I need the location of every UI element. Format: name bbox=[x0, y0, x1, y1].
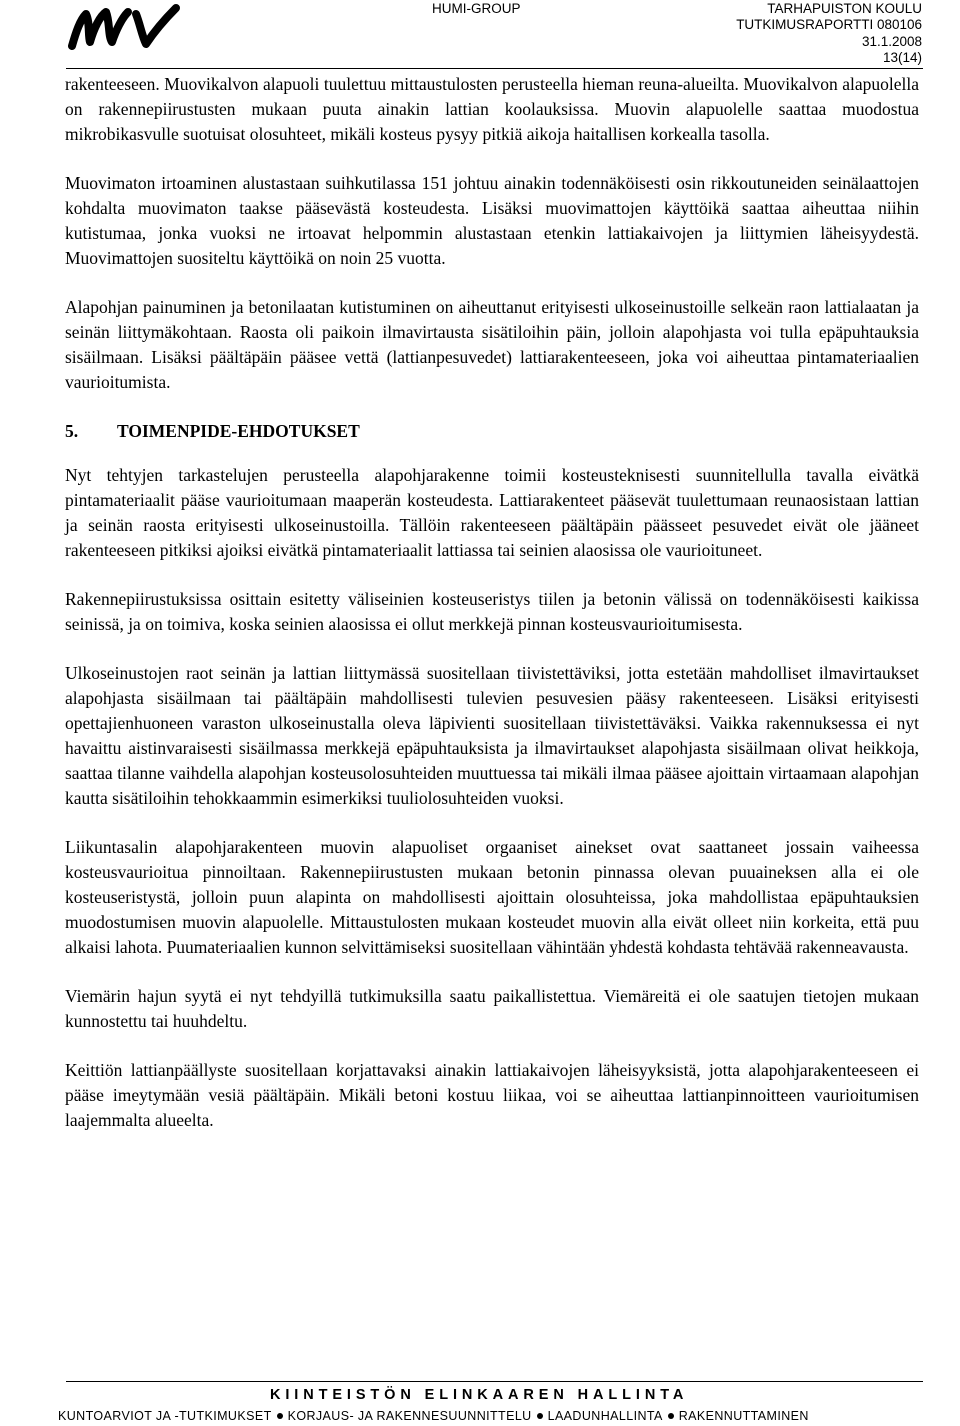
report-number: TUTKIMUSRAPORTTI 080106 bbox=[736, 17, 922, 33]
footer-service-item: RAKENNUTTAMINEN bbox=[678, 1409, 809, 1423]
bullet-separator bbox=[277, 1413, 283, 1419]
paragraph: Muovimaton irtoaminen alustastaan suihkutilassa 151 johtuu ainakin todennäköisesti osin rikkoutuneiden seinälaattojen kohdalta muovimaton taakse pääsevästä kosteudesta. Lisäksi muovimattojen käyttöikä saattaa aiheuttaa niihin kutistumaa, jonka vuoksi ne irtoavat helpommin alustastaan etenkin lattiakaivojen ja liittymien läheisyydestä. Muovimattojen suositeltu käyttöikä on noin 25 vuotta. bbox=[65, 173, 919, 268]
bullet-separator bbox=[537, 1413, 543, 1419]
paragraph: rakenteeseen. Muovikalvon alapuoli tuulettuu mittaustulosten perusteella hieman reuna-alueilta. Muovikalvon alapuolella on rakennepiirustusten mukaan puuta ainakin lattian koolauksissa. Muovin alapuolelle saattaa muodostua mikrobikasvulle suotuisat olosuhteet, mikäli kosteus pysyy pitkiä aikoja haitallisen korkealla tasolla. bbox=[65, 74, 919, 144]
footer-service-item: LAADUNHALLINTA bbox=[547, 1409, 663, 1423]
paragraph: Viemärin hajun syytä ei nyt tehdyillä tutkimuksilla saatu paikallistettua. Viemäreitä ei ole saatujen tietojen mukaan kunnostettu tai huuhdeltu. bbox=[65, 986, 919, 1031]
section-number: 5. bbox=[65, 421, 79, 441]
paragraph: Nyt tehtyjen tarkastelujen perusteella alapohjarakenne toimii kosteusteknisesti suunnitellulla tavalla eivätkä pintamateriaalit pääse vaurioitumaan maaperän kosteudesta. Lattiarakenteet pääsevät tuulettumaan reunaosistaan lattian ja seinän raosta erityisesti ulkoseinustoilla. Tällöin rakenteeseen päältäpäin päässeet pesuvedet eivät ole jääneet rakenteeseen pitkiksi ajoiksi eivätkä pintamateriaalit lattiassa tai seinien alaosissa ole vaurioituneet. bbox=[65, 465, 919, 560]
header-divider bbox=[66, 68, 923, 69]
paragraph: Keittiön lattianpäällyste suositellaan korjattavaksi ainakin lattiakaivojen läheisyyksistä, jotta alapohjarakenteeseen ei pääse imeytymään vesiä päältäpäin. Mikäli betoni kostuu liikaa, voi se aiheuttaa lattianpinnoitteen vaurioitumisen laajemmalta alueelta. bbox=[65, 1060, 919, 1130]
section-title: TOIMENPIDE-EHDOTUKSET bbox=[117, 421, 360, 441]
paragraph: Ulkoseinustojen raot seinän ja lattian liittymässä suositellaan tiivistettäviksi, jotta estetään mahdolliset ilmavirtaukset alapohjasta sisäilmaan tai päältäpäin mahdollisesti tulevien pesuvesien pääsy rakenteeseen. Lisäksi erityisesti opettajienhuoneen varaston ulkoseinustalla oleva läpivienti suositellaan tiivistettäväksi. Vaikka rakennuksessa ei nyt havaittu aistinvaraisesti sisäilmassa merkkejä epäpuhtauksista ja ilmavirtaukset alapohjasta sisäilmaan olivat heikkoja, saattaa tilanne vaihdella alapohjan kosteusolosuhteiden muuttuessa tai mikäli ilmaa pääsee ajoittain virtaamaan alapohjan kautta sisätiloihin tehokkaammin esimerkiksi tuuliolosuhteiden vuoksi. bbox=[65, 663, 919, 808]
company-logo bbox=[66, 2, 184, 54]
paragraph: Liikuntasalin alapohjarakenteen muovin alapuoliset orgaaniset ainekset ovat saattaneet jossain vaiheessa kosteusvaurioitua pinnoiltaan. Rakennepiirustusten mukaan betonin pinnassa olevan puuaineksen alla ei ole kosteuseristystä, jolloin puun alapinta on mahdollisesti ajoittain olosuhteissa, joka mahdollistaa epäpuhtauksien muodostumisen muovin alapuolelle. Mittaustulosten mukaan kosteudet muovin alla eivät olleet niin korkeita, että puu alkaisi lahota. Puumateriaalien kunnon selvittämiseksi suositellaan vähintään yhdestä kohdasta tehtävää rakenneavausta. bbox=[65, 837, 919, 957]
document-body bbox=[65, 72, 919, 1157]
footer-divider bbox=[66, 1381, 923, 1382]
section-heading bbox=[65, 419, 919, 444]
report-date: 31.1.2008 bbox=[861, 33, 922, 49]
footer-service-item: KORJAUS- JA RAKENNESUUNNITTELU bbox=[287, 1409, 532, 1423]
organization-name: HUMI-GROUP bbox=[432, 1, 521, 16]
paragraph: Alapohjan painuminen ja betonilaatan kutistuminen on aiheuttanut erityisesti ulkoseinustoille selkeän raon lattialaatan ja seinän liittymäkohtaan. Raosta oli paikoin ilmavirtausta sisätiloihin päin, jolloin alapohjasta voi tulla epäpuhtauksia sisäilmaan. Lisäksi päältäpäin pääsee vettä (lattianpesuvedet) lattiarakenteeseen, joka voi aiheuttaa pintamateriaalien vaurioitumista. bbox=[65, 297, 919, 392]
bullet-separator bbox=[668, 1413, 674, 1419]
footer-title: KIINTEISTÖN ELINKAAREN HALLINTA bbox=[270, 1387, 689, 1403]
footer-service-item: KUNTOARVIOT JA -TUTKIMUKSET bbox=[58, 1409, 272, 1423]
page-number: 13(14) bbox=[882, 49, 922, 65]
paragraph: Rakennepiirustuksissa osittain esitetty väliseinien kosteuseristys tiilen ja betonin välissä on todennäköisesti kaikissa seinissä, ja on toimiva, koska seinien alaosissa ei ollut merkkejä pinnan kosteusvaurioitumisesta. bbox=[65, 589, 919, 634]
project-name: TARHAPUISTON KOULU bbox=[767, 1, 922, 16]
document-info bbox=[736, 1, 922, 66]
footer-services bbox=[58, 1409, 809, 1423]
